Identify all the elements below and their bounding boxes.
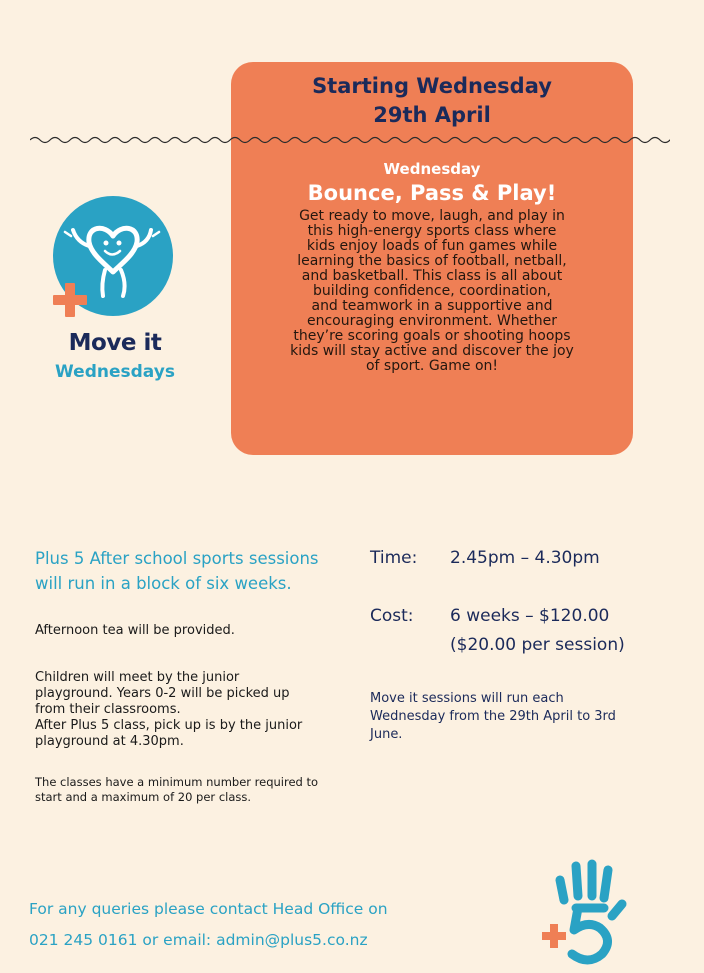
afternoon-tea-note: Afternoon tea will be provided. [35, 623, 235, 638]
wavy-divider [30, 134, 670, 146]
logo-title: Move it [68, 330, 162, 356]
day-label: Wednesday [383, 160, 481, 178]
description-line: encouraging environment. Whether [306, 313, 558, 329]
description-line: kids enjoy loads of fun games while [306, 238, 558, 254]
time-value: 2.45pm – 4.30pm [450, 548, 600, 568]
session-line: June. [370, 727, 403, 742]
description-line: they’re scoring goals or shooting hoops [293, 328, 571, 344]
description-line: Get ready to move, laugh, and play in [299, 208, 565, 224]
description-line: kids will stay active and discover the joy [290, 343, 574, 359]
class-size-line: The classes have a minimum number required to [35, 775, 319, 789]
session-line: Wednesday from the 29th April to 3rd [370, 709, 616, 724]
class-description-block [268, 159, 596, 374]
description-line: and basketball. This class is all about [301, 268, 563, 284]
session-dates [370, 690, 660, 744]
heading-line-1: Starting Wednesday [312, 74, 552, 98]
time-label: Time: [370, 548, 418, 568]
summary-line-1: Plus 5 After school sports sessions [35, 549, 319, 568]
contact-line-2: 021 245 0161 or email: admin@plus5.co.nz [29, 931, 368, 949]
contact-line-1: For any queries please contact Head Office on [29, 900, 388, 918]
description-line: learning the basics of football, netball, [297, 253, 567, 269]
class-size-note [35, 775, 355, 805]
cost-value [450, 602, 690, 660]
program-summary [35, 546, 345, 596]
pickup-line: After Plus 5 class, pick up is by the junior [35, 718, 303, 733]
description-line: of sport. Game on! [365, 358, 498, 374]
pickup-line: from their classrooms. [35, 702, 181, 717]
description-line: building confidence, coordination, [313, 283, 551, 299]
heading-line-2: 29th April [373, 103, 491, 127]
cost-value-line-2: ($20.00 per session) [450, 635, 625, 655]
pickup-line: Children will meet by the junior [35, 670, 240, 685]
cost-value-line-1: 6 weeks – $120.00 [450, 606, 610, 626]
session-line: Move it sessions will run each [370, 691, 564, 706]
pickup-instructions [35, 670, 355, 750]
description-line: this high-energy sports class where [307, 223, 557, 239]
contact-info [29, 894, 449, 956]
logo-subtitle: Wednesdays [55, 362, 175, 382]
pickup-line: playground. Years 0-2 will be picked up [35, 686, 290, 701]
description-line: and teamwork in a supportive and [311, 298, 553, 314]
class-size-line: start and a maximum of 20 per class. [35, 790, 252, 804]
start-date-heading [231, 72, 633, 130]
cost-label: Cost: [370, 606, 414, 626]
summary-line-2: will run in a block of six weeks. [35, 574, 292, 593]
class-title: Bounce, Pass & Play! [307, 181, 557, 205]
plus-icon [52, 282, 88, 318]
pickup-line: playground at 4.30pm. [35, 734, 184, 749]
class-description [268, 209, 596, 374]
plus5-hand-logo-icon [528, 856, 638, 966]
